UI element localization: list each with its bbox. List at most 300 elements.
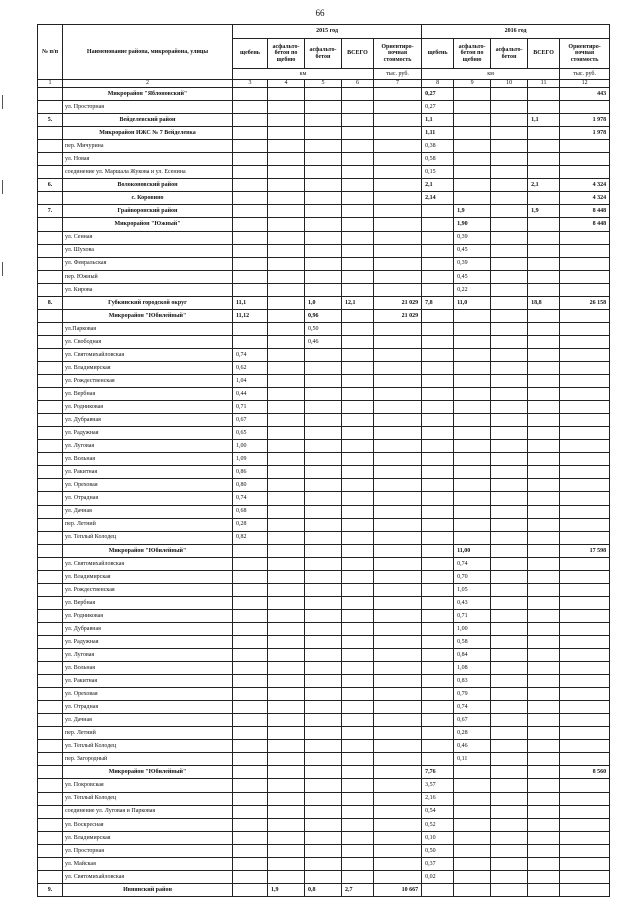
header-asphalt: асфальто-бетон <box>305 39 342 69</box>
street-name: ул. Покровская <box>63 779 233 792</box>
row-number <box>38 727 63 740</box>
value-cell <box>528 714 560 727</box>
value-cell <box>305 401 342 414</box>
value-cell <box>374 583 422 596</box>
value-cell <box>268 375 305 388</box>
table-row <box>38 583 610 596</box>
row-number: 9. <box>38 883 63 896</box>
value-cell <box>342 127 374 140</box>
row-number <box>38 153 63 166</box>
column-number: 11 <box>528 80 560 88</box>
value-cell <box>454 153 491 166</box>
street-name: ул. Кирова <box>63 283 233 296</box>
value-cell <box>491 166 528 179</box>
value-cell: 0,50 <box>422 844 454 857</box>
value-cell <box>528 596 560 609</box>
row-number <box>38 870 63 883</box>
value-cell <box>268 870 305 883</box>
street-name: ул. Февральская <box>63 257 233 270</box>
value-cell <box>560 792 610 805</box>
value-cell <box>268 218 305 231</box>
value-cell <box>560 466 610 479</box>
value-cell <box>268 675 305 688</box>
value-cell <box>305 205 342 218</box>
value-cell <box>454 348 491 361</box>
value-cell <box>528 414 560 427</box>
value-cell <box>491 857 528 870</box>
value-cell <box>305 570 342 583</box>
value-cell: 0,37 <box>422 857 454 870</box>
value-cell <box>268 244 305 257</box>
value-cell <box>454 166 491 179</box>
value-cell <box>233 257 268 270</box>
value-cell <box>268 309 305 322</box>
value-cell <box>491 544 528 557</box>
value-cell: 1,05 <box>454 583 491 596</box>
value-cell <box>233 322 268 335</box>
value-cell <box>374 401 422 414</box>
value-cell <box>528 662 560 675</box>
value-cell <box>528 505 560 518</box>
street-name: ул. Родниковая <box>63 401 233 414</box>
value-cell <box>560 492 610 505</box>
row-number <box>38 609 63 622</box>
street-name: ул.Парковая <box>63 322 233 335</box>
value-cell <box>268 166 305 179</box>
value-cell <box>454 792 491 805</box>
value-cell <box>491 270 528 283</box>
value-cell: 0,15 <box>422 166 454 179</box>
value-cell <box>305 635 342 648</box>
value-cell <box>422 701 454 714</box>
row-number <box>38 361 63 374</box>
value-cell <box>268 596 305 609</box>
value-cell <box>268 427 305 440</box>
value-cell <box>268 153 305 166</box>
value-cell <box>491 870 528 883</box>
table-row <box>38 701 610 714</box>
section-name: Микрорайон "Юбилейный" <box>63 766 233 779</box>
value-cell <box>422 622 454 635</box>
table-row <box>38 675 610 688</box>
row-number <box>38 557 63 570</box>
value-cell <box>454 322 491 335</box>
value-cell <box>342 831 374 844</box>
value-cell <box>422 257 454 270</box>
value-cell <box>268 466 305 479</box>
row-number <box>38 622 63 635</box>
value-cell <box>491 531 528 544</box>
value-cell <box>454 831 491 844</box>
value-cell <box>374 322 422 335</box>
value-cell <box>268 335 305 348</box>
value-cell <box>342 427 374 440</box>
value-cell <box>560 740 610 753</box>
table-row <box>38 609 610 622</box>
value-cell <box>528 348 560 361</box>
street-name: пер. Летний <box>63 518 233 531</box>
street-name: ул. Рождественская <box>63 583 233 596</box>
value-cell <box>491 805 528 818</box>
value-cell <box>560 831 610 844</box>
value-cell <box>342 649 374 662</box>
value-cell <box>268 805 305 818</box>
value-cell <box>233 218 268 231</box>
value-cell <box>454 518 491 531</box>
value-cell <box>268 570 305 583</box>
table-row <box>38 153 610 166</box>
value-cell <box>422 427 454 440</box>
table-row <box>38 714 610 727</box>
value-cell <box>560 140 610 153</box>
value-cell: 18,8 <box>528 296 560 309</box>
value-cell <box>491 609 528 622</box>
value-cell: 0,67 <box>454 714 491 727</box>
street-name: ул. Рождественская <box>63 375 233 388</box>
table-row <box>38 857 610 870</box>
value-cell: 1 978 <box>560 114 610 127</box>
table-row <box>38 166 610 179</box>
value-cell <box>422 440 454 453</box>
value-cell <box>342 101 374 114</box>
table-row <box>38 635 610 648</box>
value-cell <box>454 388 491 401</box>
value-cell <box>233 283 268 296</box>
value-cell <box>491 257 528 270</box>
value-cell <box>491 361 528 374</box>
section-name: Микрорайон "Южный" <box>63 218 233 231</box>
column-number: 7 <box>374 80 422 88</box>
value-cell <box>528 322 560 335</box>
value-cell <box>422 531 454 544</box>
value-cell <box>528 479 560 492</box>
value-cell <box>374 505 422 518</box>
value-cell <box>491 766 528 779</box>
value-cell <box>374 466 422 479</box>
value-cell <box>305 844 342 857</box>
value-cell: 17 598 <box>560 544 610 557</box>
value-cell <box>491 322 528 335</box>
value-cell <box>491 883 528 896</box>
header-asphalt-on-gravel: асфальто-бетон по щебню <box>454 39 491 69</box>
value-cell <box>528 140 560 153</box>
value-cell <box>305 218 342 231</box>
value-cell: 26 158 <box>560 296 610 309</box>
value-cell <box>528 857 560 870</box>
table-row <box>38 818 610 831</box>
value-cell <box>342 570 374 583</box>
value-cell <box>268 205 305 218</box>
value-cell <box>233 870 268 883</box>
value-cell <box>342 596 374 609</box>
value-cell <box>454 361 491 374</box>
value-cell <box>560 453 610 466</box>
value-cell <box>560 348 610 361</box>
street-name: ул. Теплый Колодец <box>63 531 233 544</box>
value-cell <box>268 583 305 596</box>
value-cell <box>233 675 268 688</box>
value-cell <box>560 166 610 179</box>
value-cell <box>268 544 305 557</box>
section-name: Волоконовский район <box>63 179 233 192</box>
value-cell <box>528 805 560 818</box>
value-cell <box>491 453 528 466</box>
value-cell: 0,58 <box>454 635 491 648</box>
value-cell <box>342 348 374 361</box>
street-name: ул. Ракитная <box>63 675 233 688</box>
value-cell <box>422 479 454 492</box>
value-cell <box>342 662 374 675</box>
street-name: пер. Южный <box>63 270 233 283</box>
value-cell <box>491 492 528 505</box>
row-number <box>38 857 63 870</box>
value-cell <box>491 662 528 675</box>
value-cell: 0,84 <box>454 649 491 662</box>
value-cell <box>233 766 268 779</box>
value-cell <box>560 557 610 570</box>
value-cell: 2,7 <box>342 883 374 896</box>
row-number <box>38 322 63 335</box>
value-cell <box>491 309 528 322</box>
value-cell <box>233 609 268 622</box>
value-cell <box>268 114 305 127</box>
value-cell <box>560 531 610 544</box>
table-section-row <box>38 114 610 127</box>
value-cell <box>374 153 422 166</box>
value-cell: 0,70 <box>454 570 491 583</box>
value-cell <box>342 792 374 805</box>
value-cell: 0,74 <box>233 348 268 361</box>
value-cell <box>374 257 422 270</box>
value-cell: 2,1 <box>422 179 454 192</box>
value-cell <box>342 218 374 231</box>
row-number <box>38 518 63 531</box>
value-cell <box>233 153 268 166</box>
value-cell: 21 029 <box>374 309 422 322</box>
value-cell <box>560 818 610 831</box>
street-name: пер. Загородный <box>63 753 233 766</box>
section-name: Губкинский городской округ <box>63 296 233 309</box>
value-cell <box>454 505 491 518</box>
value-cell <box>305 518 342 531</box>
section-name: Микрорайон ИЖС № 7 Вейделевка <box>63 127 233 140</box>
value-cell <box>491 818 528 831</box>
value-cell <box>305 753 342 766</box>
value-cell <box>342 688 374 701</box>
value-cell <box>305 766 342 779</box>
value-cell <box>374 270 422 283</box>
value-cell <box>305 596 342 609</box>
street-name: ул. Дубравная <box>63 622 233 635</box>
value-cell <box>233 622 268 635</box>
street-name: пер. Мичурина <box>63 140 233 153</box>
value-cell <box>491 714 528 727</box>
value-cell <box>528 675 560 688</box>
value-cell <box>342 205 374 218</box>
value-cell <box>454 870 491 883</box>
value-cell: 0,86 <box>233 466 268 479</box>
value-cell <box>491 518 528 531</box>
column-number: 12 <box>560 80 610 88</box>
value-cell: 21 029 <box>374 296 422 309</box>
row-number <box>38 166 63 179</box>
value-cell <box>268 557 305 570</box>
value-cell: 11,00 <box>454 544 491 557</box>
row-number <box>38 544 63 557</box>
street-name: ул. Радужная <box>63 635 233 648</box>
value-cell <box>342 635 374 648</box>
value-cell <box>528 361 560 374</box>
header-asphalt: асфальто-бетон <box>491 39 528 69</box>
value-cell: 0,68 <box>233 505 268 518</box>
value-cell: 0,79 <box>454 688 491 701</box>
value-cell <box>491 583 528 596</box>
value-cell <box>374 596 422 609</box>
table-row <box>38 518 610 531</box>
row-number <box>38 818 63 831</box>
value-cell <box>342 701 374 714</box>
unit-km: км <box>233 69 374 80</box>
value-cell <box>454 179 491 192</box>
row-number <box>38 701 63 714</box>
value-cell: 0,27 <box>422 101 454 114</box>
value-cell: 1 978 <box>560 127 610 140</box>
value-cell <box>268 818 305 831</box>
unit-rub: тыс. руб. <box>560 69 610 80</box>
value-cell <box>422 635 454 648</box>
value-cell <box>528 779 560 792</box>
value-cell <box>422 883 454 896</box>
value-cell <box>528 753 560 766</box>
value-cell <box>491 466 528 479</box>
value-cell: 4 324 <box>560 192 610 205</box>
table-row <box>38 505 610 518</box>
value-cell <box>528 792 560 805</box>
value-cell <box>305 649 342 662</box>
value-cell <box>560 883 610 896</box>
value-cell <box>233 583 268 596</box>
value-cell <box>454 818 491 831</box>
row-number <box>38 635 63 648</box>
value-cell <box>233 662 268 675</box>
value-cell <box>305 505 342 518</box>
value-cell <box>374 805 422 818</box>
row-number <box>38 244 63 257</box>
value-cell <box>422 557 454 570</box>
value-cell <box>305 727 342 740</box>
value-cell <box>233 179 268 192</box>
table-section-row <box>38 766 610 779</box>
value-cell <box>342 453 374 466</box>
value-cell <box>305 531 342 544</box>
value-cell <box>374 622 422 635</box>
value-cell <box>268 127 305 140</box>
table-row <box>38 231 610 244</box>
value-cell <box>454 88 491 101</box>
row-number <box>38 753 63 766</box>
value-cell <box>342 388 374 401</box>
row-number <box>38 388 63 401</box>
value-cell <box>268 531 305 544</box>
value-cell <box>374 101 422 114</box>
value-cell: 0,71 <box>233 401 268 414</box>
street-name: ул. Просторная <box>63 101 233 114</box>
value-cell <box>233 740 268 753</box>
value-cell <box>422 688 454 701</box>
value-cell: 11,0 <box>454 296 491 309</box>
header-asphalt-on-gravel: асфальто-бетон по щебню <box>268 39 305 69</box>
value-cell <box>342 257 374 270</box>
street-name: ул. Свободная <box>63 335 233 348</box>
value-cell <box>342 531 374 544</box>
value-cell <box>268 844 305 857</box>
value-cell <box>454 375 491 388</box>
value-cell <box>342 844 374 857</box>
value-cell: 0,38 <box>422 140 454 153</box>
table-row <box>38 740 610 753</box>
value-cell <box>374 675 422 688</box>
value-cell <box>422 544 454 557</box>
value-cell <box>374 857 422 870</box>
street-name: соединение ул. Маршала Жукова и ул. Есенина <box>63 166 233 179</box>
value-cell <box>305 244 342 257</box>
street-name: ул. Вербная <box>63 388 233 401</box>
value-cell <box>560 570 610 583</box>
row-number <box>38 88 63 101</box>
row-number <box>38 440 63 453</box>
section-name: Ивнянский район <box>63 883 233 896</box>
value-cell <box>528 844 560 857</box>
value-cell <box>305 283 342 296</box>
value-cell <box>374 557 422 570</box>
value-cell <box>422 649 454 662</box>
table-section-row <box>38 218 610 231</box>
value-cell <box>491 753 528 766</box>
value-cell <box>342 192 374 205</box>
value-cell <box>491 635 528 648</box>
value-cell <box>422 596 454 609</box>
value-cell <box>528 440 560 453</box>
value-cell <box>491 701 528 714</box>
value-cell <box>491 401 528 414</box>
value-cell <box>528 570 560 583</box>
value-cell <box>422 740 454 753</box>
value-cell <box>305 870 342 883</box>
row-number <box>38 844 63 857</box>
value-cell <box>374 283 422 296</box>
value-cell <box>268 688 305 701</box>
value-cell: 0,50 <box>305 322 342 335</box>
row-number <box>38 453 63 466</box>
value-cell <box>454 453 491 466</box>
value-cell <box>560 479 610 492</box>
value-cell <box>233 544 268 557</box>
row-number <box>38 596 63 609</box>
table-row <box>38 335 610 348</box>
value-cell <box>268 401 305 414</box>
value-cell <box>560 375 610 388</box>
value-cell: 3,57 <box>422 779 454 792</box>
value-cell <box>491 792 528 805</box>
value-cell <box>374 531 422 544</box>
value-cell: 0,83 <box>454 675 491 688</box>
row-number <box>38 649 63 662</box>
value-cell <box>422 218 454 231</box>
table-row <box>38 531 610 544</box>
value-cell: 8 448 <box>560 205 610 218</box>
value-cell <box>422 375 454 388</box>
value-cell <box>560 622 610 635</box>
